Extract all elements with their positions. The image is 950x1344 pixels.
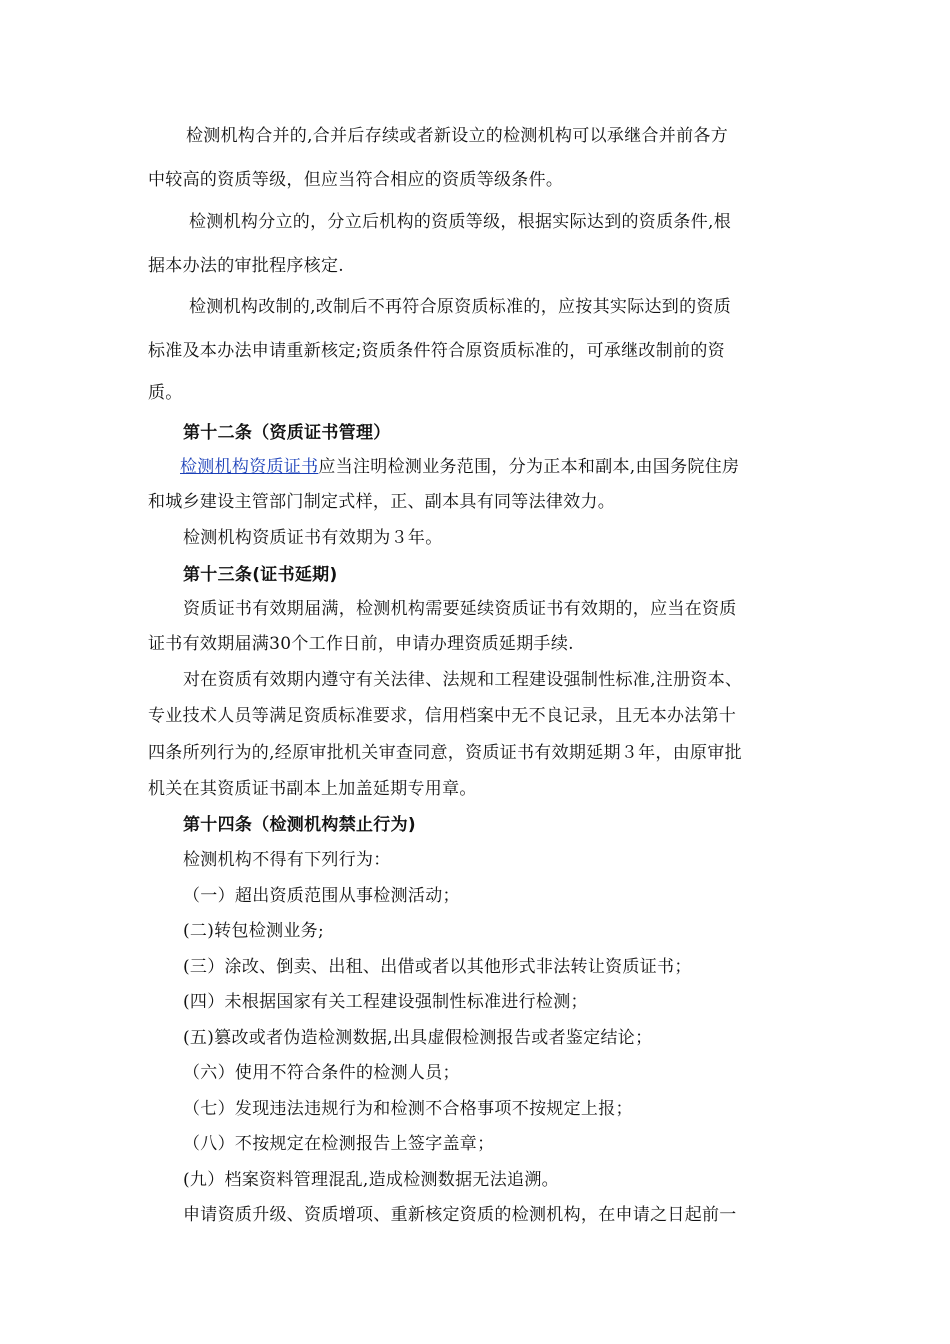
- article-14-final-line: 申请资质升级、资质增项、重新核定资质的检测机构，在申请之日起前一: [183, 1205, 737, 1225]
- list-item: (五)篡改或者伪造检测数据,出具虚假检测报告或者鉴定结论；: [183, 1028, 653, 1048]
- article-13-line-5: 四条所列行为的,经原审批机关审查同意，资质证书有效期延期３年，由原审批: [148, 743, 742, 763]
- article-13-line-4: 专业技术人员等满足资质标准要求，信用档案中无不良记录，且无本办法第十: [148, 706, 737, 726]
- article-12-line-2: 和城乡建设主管部门制定式样，正、副本具有同等法律效力。: [148, 492, 616, 512]
- list-item: （八）不按规定在检测报告上签字盖章；: [183, 1134, 495, 1154]
- list-item: (二)转包检测业务;: [183, 921, 324, 941]
- list-item: (三）涂改、倒卖、出租、出借或者以其他形式非法转让资质证书；: [183, 957, 692, 977]
- list-item: （七）发现违法违规行为和检测不合格事项不按规定上报；: [183, 1099, 633, 1119]
- article-14-intro: 检测机构不得有下列行为：: [183, 850, 391, 870]
- article-12-heading: 第十二条（资质证书管理）: [183, 423, 391, 443]
- paragraph-restructure-line-1: 检测机构改制的,改制后不再符合原资质标准的，应按其实际达到的资质: [189, 297, 732, 317]
- paragraph-restructure-line-3: 质。: [148, 383, 183, 403]
- paragraph-merger-line-2: 中较高的资质等级，但应当符合相应的资质等级条件。: [148, 170, 564, 190]
- certificate-link[interactable]: 检测机构资质证书: [180, 457, 319, 477]
- paragraph-split-line-2: 据本办法的审批程序核定.: [148, 256, 345, 276]
- list-item: (四）未根据国家有关工程建设强制性标准进行检测；: [183, 992, 588, 1012]
- article-13-line-6: 机关在其资质证书副本上加盖延期专用章。: [148, 779, 477, 799]
- list-item: (九）档案资料管理混乱,造成检测数据无法追溯。: [183, 1170, 559, 1190]
- article-14-heading: 第十四条（检测机构禁止行为): [183, 815, 416, 835]
- article-12-line-1-rest: 应当注明检测业务范围，分为正本和副本,由国务院住房: [318, 457, 740, 477]
- paragraph-restructure-line-2: 标准及本办法申请重新核定;资质条件符合原资质标准的，可承继改制前的资: [148, 341, 725, 361]
- article-12-line-3: 检测机构资质证书有效期为３年。: [183, 528, 443, 548]
- list-item: （一）超出资质范围从事检测活动；: [183, 886, 460, 906]
- article-13-line-1: 资质证书有效期届满，检测机构需要延续资质证书有效期的，应当在资质: [183, 599, 737, 619]
- paragraph-merger-line-1: 检测机构合并的,合并后存续或者新设立的检测机构可以承继合并前各方: [186, 126, 729, 146]
- list-item: （六）使用不符合条件的检测人员；: [183, 1063, 460, 1083]
- paragraph-split-line-1: 检测机构分立的，分立后机构的资质等级，根据实际达到的资质条件,根: [189, 212, 732, 232]
- article-12-line-1: [180, 455, 739, 479]
- article-13-line-3: 对在资质有效期内遵守有关法律、法规和工程建设强制性标准,注册资本、: [183, 670, 743, 690]
- article-13-line-2: 证书有效期届满30个工作日前，申请办理资质延期手续.: [148, 634, 574, 654]
- article-13-heading: 第十三条(证书延期): [183, 565, 338, 585]
